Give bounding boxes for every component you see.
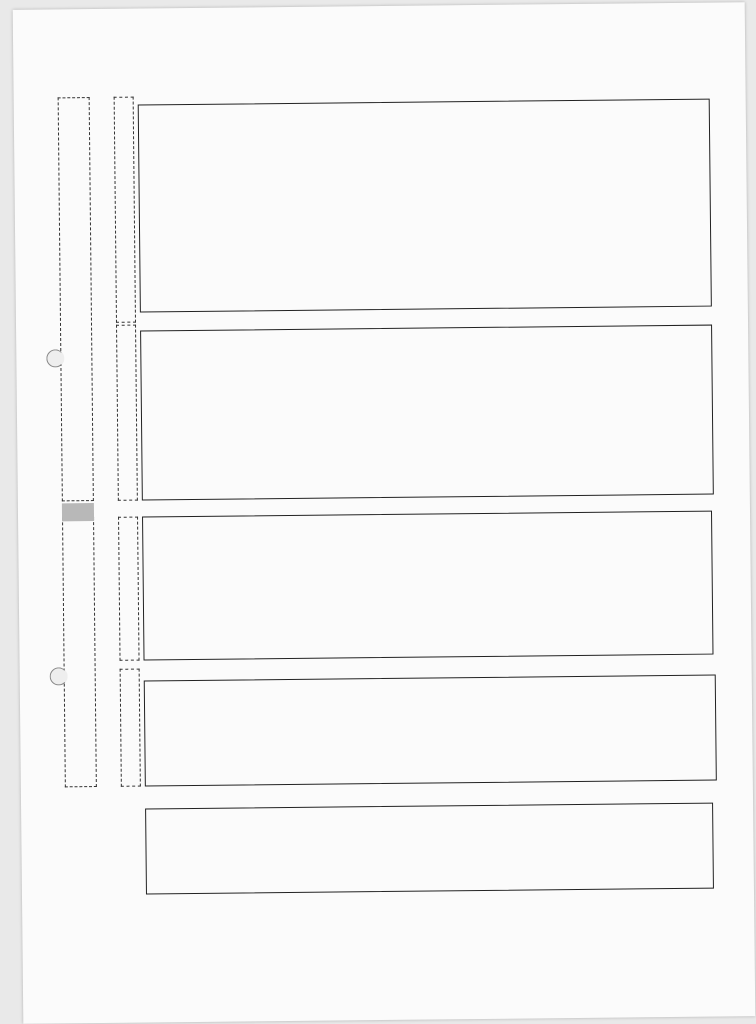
capital-table [140, 325, 714, 501]
income-table [145, 803, 714, 895]
punch-mark [62, 503, 94, 521]
inputs-group [58, 97, 94, 501]
timber-table [142, 511, 713, 661]
capital-group [116, 325, 138, 501]
labour-table [138, 99, 712, 313]
document-page [13, 2, 756, 1024]
labour-group [114, 97, 136, 323]
returns-group [62, 517, 97, 787]
binder-hole [46, 349, 64, 367]
other-group [120, 669, 141, 787]
timber-group [118, 517, 140, 661]
other-table [144, 675, 717, 787]
binder-hole [50, 667, 68, 685]
